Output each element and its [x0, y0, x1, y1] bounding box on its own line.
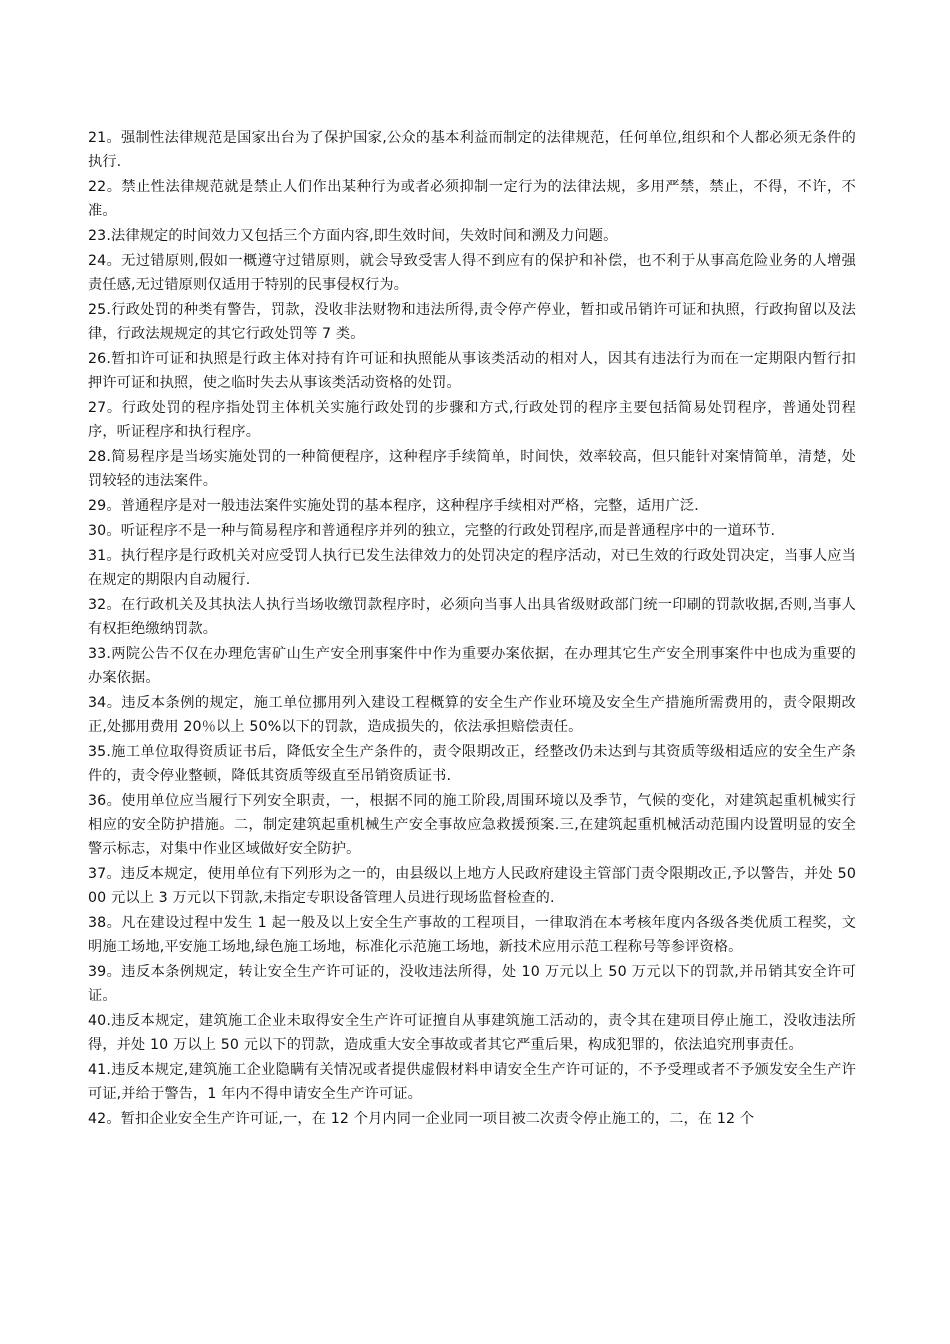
paragraph-41: 41.违反本规定,建筑施工企业隐瞒有关情况或者提供虚假材料申请安全生产许可证的，不予受理或者不予颁发安全生产许可证,并给于警告，1 年内不得申请安全生产许可证。: [88, 1062, 856, 1102]
document-body: [88, 126, 856, 1132]
paragraph-42: 42。暂扣企业安全生产许可证,一，在 12 个月内同一企业同一项目被二次责令停止施工的，二，在 12 个: [88, 1111, 755, 1127]
paragraph-23: 23.法律规定的时间效力又包括三个方面内容,即生效时间，失效时间和溯及力问题。: [88, 228, 618, 244]
paragraph-40: 40.违反本规定，建筑施工企业未取得安全生产许可证擅自从事建筑施工活动的，责令其在建项目停止施工，没收违法所得，并处 10 万以上 50 元以下的罚款，造成重大安全事故或者其它严重后果，构成犯罪的，依法追究刑事责任。: [88, 1013, 856, 1053]
paragraph-38: 38。凡在建设过程中发生 1 起一般及以上安全生产事故的工程项目，一律取消在本考核年度内各级各类优质工程奖，文明施工场地,平安施工场地,绿色施工场地，标准化示范施工场地，新技术应用示范工程称号等参评资格。: [88, 915, 856, 955]
paragraph-35: 35.施工单位取得资质证书后，降低安全生产条件的，责令限期改正，经整改仍未达到与其资质等级相适应的安全生产条件的，责令停业整顿，降低其资质等级直至吊销资质证书.: [88, 744, 856, 784]
paragraph-21: 21。强制性法律规范是国家出台为了保护国家,公众的基本利益而制定的法律规范，任何单位,组织和个人都必须无条件的执行.: [88, 130, 856, 170]
paragraph-33: 33.两院公告不仅在办理危害矿山生产安全刑事案件中作为重要办案依据，在办理其它生产安全刑事案件中也成为重要的办案依据。: [88, 646, 856, 686]
paragraph-31: 31。执行程序是行政机关对应受罚人执行已发生法律效力的处罚决定的程序活动，对已生效的行政处罚决定，当事人应当在规定的期限内自动履行.: [88, 548, 856, 588]
paragraph-32: 32。在行政机关及其执法人执行当场收缴罚款程序时，必须向当事人出具省级财政部门统一印刷的罚款收据,否则,当事人有权拒绝缴纳罚款。: [88, 597, 856, 637]
paragraph-22: 22。禁止性法律规范就是禁止人们作出某种行为或者必须抑制一定行为的法律法规，多用严禁，禁止，不得，不许，不准。: [88, 179, 856, 219]
paragraph-37: 37。违反本规定，使用单位有下列形为之一的，由县级以上地方人民政府建设主管部门责令限期改正,予以警告，并处 5000 元以上 3 万元以下罚款,未指定专职设备管理人员进行现场监督检查的.: [88, 866, 856, 906]
paragraph-24: 24。无过错原则,假如一概遵守过错原则，就会导致受害人得不到应有的保护和补偿，也不利于从事高危险业务的人增强责任感,无过错原则仅适用于特别的民事侵权行为。: [88, 253, 856, 293]
paragraph-36: 36。使用单位应当履行下列安全职责，一，根据不同的施工阶段,周围环境以及季节，气候的变化，对建筑起重机械实行相应的安全防护措施。二，制定建筑起重机械生产安全事故应急救援预案.三,在建筑起重机械活动范围内设置明显的安全警示标志，对集中作业区域做好安全防护。: [88, 793, 856, 857]
paragraph-26: 26.暂扣许可证和执照是行政主体对持有许可证和执照能从事该类活动的相对人，因其有违法行为而在一定期限内暂行扣押许可证和执照，使之临时失去从事该类活动资格的处罚。: [88, 351, 856, 391]
paragraph-25: 25.行政处罚的种类有警告，罚款，没收非法财物和违法所得,责令停产停业，暂扣或吊销许可证和执照，行政拘留以及法律，行政法规规定的其它行政处罚等 7 类。: [88, 302, 856, 342]
paragraph-29: 29。普通程序是对一般违法案件实施处罚的基本程序，这种程序手续相对严格，完整，适用广泛.: [88, 498, 699, 514]
paragraph-34: 34。违反本条例的规定，施工单位挪用列入建设工程概算的安全生产作业环境及安全生产措施所需费用的，责令限期改正,处挪用费用 20％以上 50%以下的罚款，造成损失的，依法承担赔偿责任。: [88, 695, 856, 735]
paragraph-28: 28.简易程序是当场实施处罚的一种简便程序，这种程序手续简单，时间快，效率较高，但只能针对案情简单，清楚，处罚较轻的违法案件。: [88, 449, 856, 489]
paragraph-30: 30。听证程序不是一种与简易程序和普通程序并列的独立，完整的行政处罚程序,而是普通程序中的一道环节.: [88, 523, 776, 539]
paragraph-39: 39。违反本条例规定，转让安全生产许可证的，没收违法所得，处 10 万元以上 50 万元以下的罚款,并吊销其安全许可证。: [88, 964, 856, 1004]
paragraph-27: 27。行政处罚的程序指处罚主体机关实施行政处罚的步骤和方式,行政处罚的程序主要包括简易处罚程序，普通处罚程序，听证程序和执行程序。: [88, 400, 856, 440]
